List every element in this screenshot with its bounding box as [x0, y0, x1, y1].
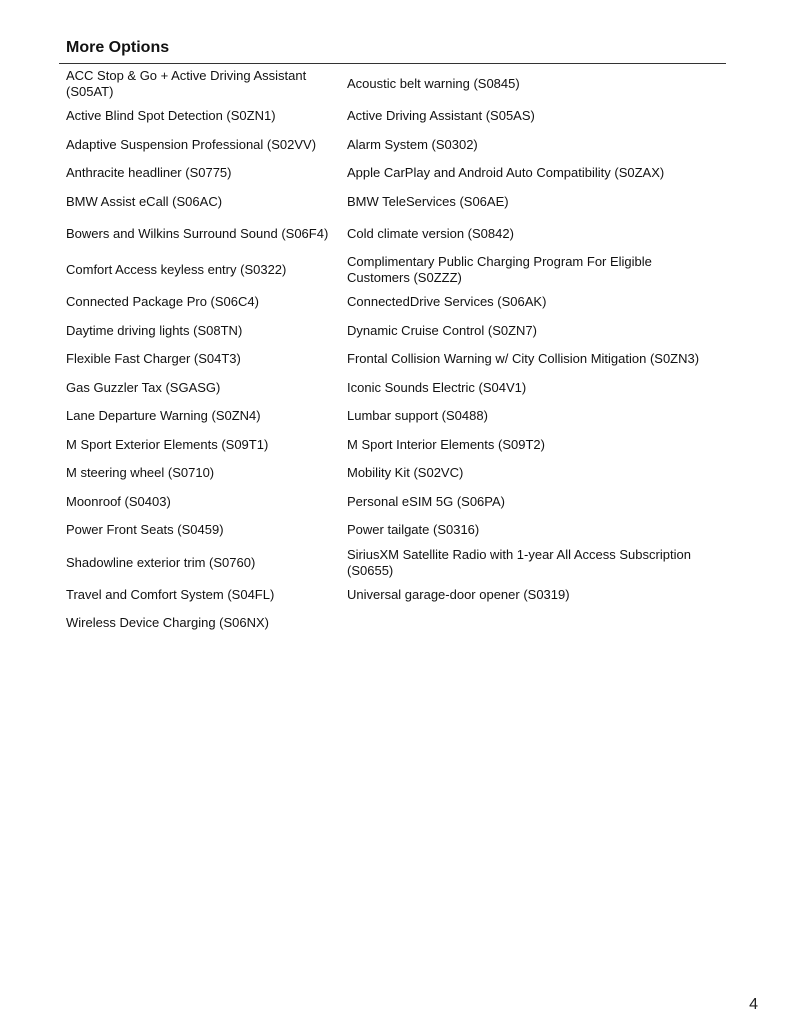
option-right-cell: BMW TeleServices (S06AE): [347, 193, 509, 209]
option-left-cell: Shadowline exterior trim (S0760): [66, 554, 256, 570]
option-right-cell: Active Driving Assistant (S05AS): [347, 108, 535, 124]
option-row: [66, 102, 716, 131]
option-right-cell: Apple CarPlay and Android Auto Compatibility (S0ZAX): [347, 165, 665, 181]
option-left-cell: Moonroof (S0403): [66, 493, 171, 509]
option-right-cell: Alarm System (S0302): [347, 136, 478, 152]
options-table: [66, 66, 716, 638]
option-left-cell: Anthracite headliner (S0775): [66, 165, 232, 181]
option-left-cell: Wireless Device Charging (S06NX): [66, 615, 270, 631]
option-right-cell: Complimentary Public Charging Program For Eligible Customers (S0ZZZ): [347, 254, 652, 285]
option-row: [66, 188, 716, 217]
section-title: More Options: [66, 39, 170, 56]
option-right-cell: ConnectedDrive Services (S06AK): [347, 294, 547, 310]
option-row: [66, 216, 716, 252]
option-left-cell: Daytime driving lights (S08TN): [66, 322, 243, 338]
option-right-cell: Universal garage-door opener (S0319): [347, 586, 570, 602]
option-left-cell: Connected Package Pro (S06C4): [66, 294, 259, 310]
option-row: [66, 345, 716, 374]
option-left-cell: Travel and Comfort System (S04FL): [66, 586, 275, 602]
option-left-cell: Bowers and Wilkins Surround Sound (S06F4): [66, 226, 329, 241]
option-left-cell: Comfort Access keyless entry (S0322): [66, 262, 287, 277]
option-row: [66, 317, 716, 346]
option-left-cell: M steering wheel (S0710): [66, 465, 215, 481]
option-right-cell: SiriusXM Satellite Radio with 1-year All Access Subscription (S0655): [347, 546, 691, 578]
option-row: [66, 159, 716, 188]
option-right-cell: Iconic Sounds Electric (S04V1): [347, 379, 527, 395]
option-row: [66, 288, 716, 317]
option-right-cell: Personal eSIM 5G (S06PA): [347, 493, 505, 509]
option-row: [66, 131, 716, 160]
option-row: [66, 66, 716, 102]
option-right-cell: Mobility Kit (S02VC): [347, 465, 464, 481]
option-right-cell: Cold climate version (S0842): [347, 226, 514, 241]
option-left-cell: M Sport Exterior Elements (S09T1): [66, 436, 269, 452]
option-right-cell: Frontal Collision Warning w/ City Collision Mitigation (S0ZN3): [347, 351, 700, 367]
option-right-cell: Power tailgate (S0316): [347, 522, 480, 538]
option-right-cell: M Sport Interior Elements (S09T2): [347, 436, 545, 452]
option-row: [66, 488, 716, 517]
option-left-cell: Gas Guzzler Tax (SGASG): [66, 379, 221, 395]
option-row: [66, 402, 716, 431]
option-right-cell: Acoustic belt warning (S0845): [347, 76, 520, 91]
title-divider: [59, 63, 726, 64]
option-left-cell: Adaptive Suspension Professional (S02VV): [66, 136, 317, 152]
option-row: [66, 374, 716, 403]
option-left-cell: Lane Departure Warning (S0ZN4): [66, 408, 261, 424]
option-right-cell: Dynamic Cruise Control (S0ZN7): [347, 322, 537, 338]
option-left-cell: ACC Stop & Go + Active Driving Assistant (S05AT): [66, 68, 307, 99]
option-row: [66, 459, 716, 488]
option-left-cell: Power Front Seats (S0459): [66, 522, 224, 538]
option-right-cell: [347, 609, 716, 638]
option-right-cell: Lumbar support (S0488): [347, 408, 488, 424]
option-row: [66, 609, 716, 638]
option-row: [66, 545, 716, 581]
option-row: [66, 581, 716, 610]
options-table-body: [66, 66, 716, 638]
option-row: [66, 431, 716, 460]
option-row: [66, 252, 716, 288]
page-number: 4: [749, 996, 758, 1013]
option-row: [66, 516, 716, 545]
option-left-cell: Active Blind Spot Detection (S0ZN1): [66, 108, 276, 124]
option-left-cell: BMW Assist eCall (S06AC): [66, 193, 223, 209]
option-left-cell: Flexible Fast Charger (S04T3): [66, 351, 241, 367]
